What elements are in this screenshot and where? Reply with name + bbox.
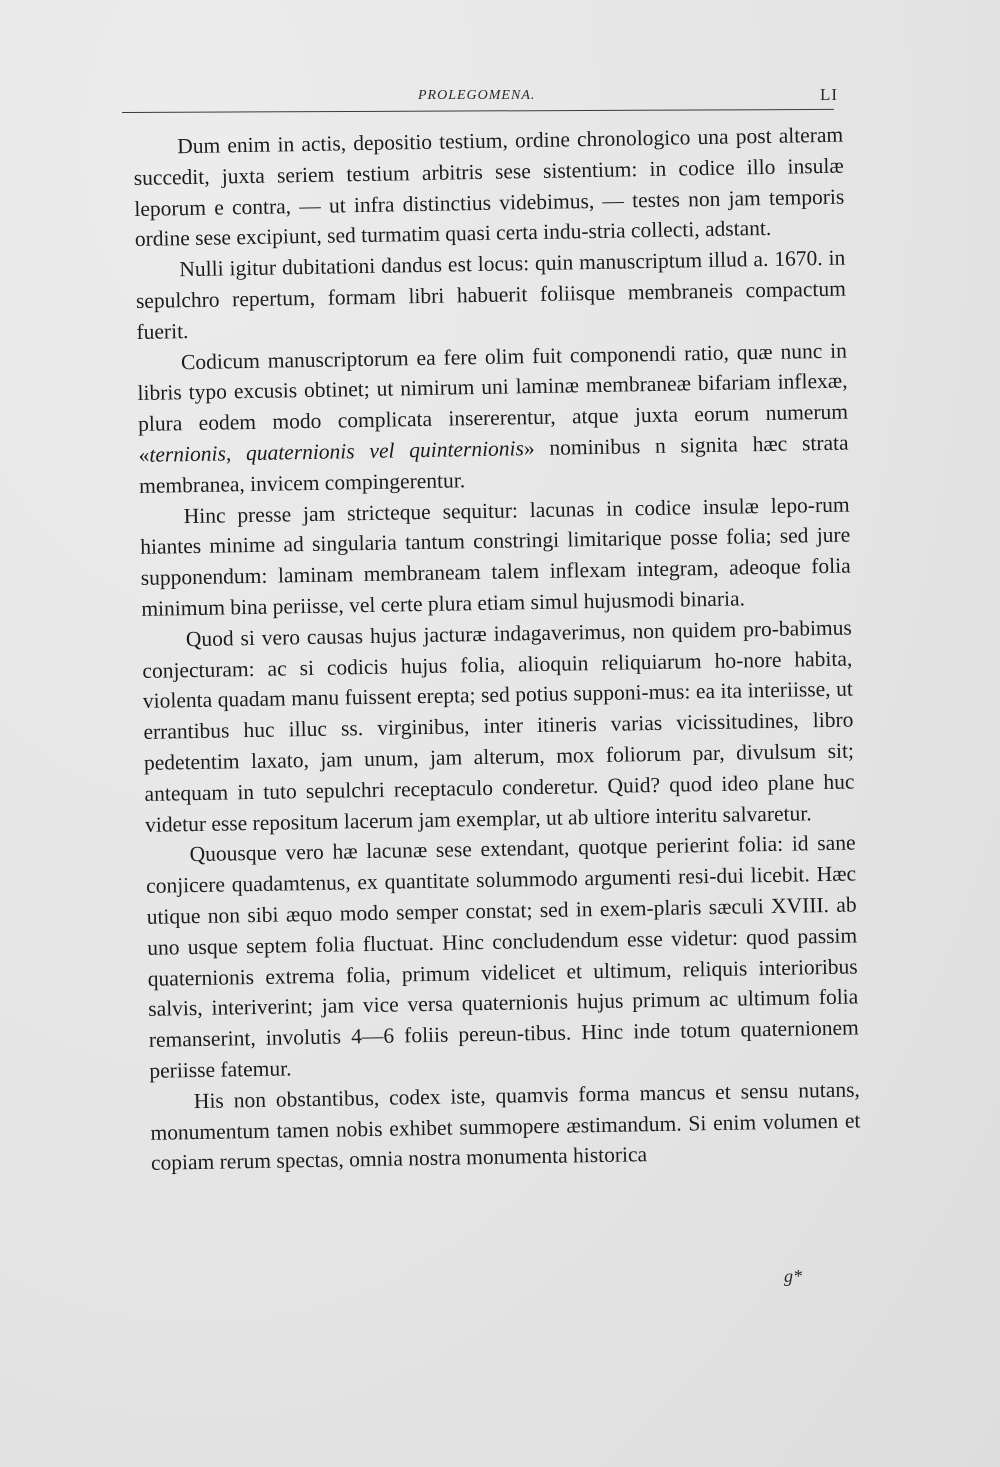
paragraph-3-text-before: Codicum manuscriptorum ea fere olim fuit componendi ratio, quæ nunc in libris typo excusis obtinet; ut nimirum uni laminæ membraneæ bifariam inflexæ, plura eodem modo complicata insererentur, atque juxta eorum numerum « bbox=[137, 338, 849, 467]
paragraph-1: Dum enim in actis, depositio testium, ordine chronologico una post alteram succedit, juxta seriem testium arbitris sese sistentium: in codice illo insulæ leporum e contra, — ut infra distinctius videbimus, — testes non jam temporis ordine sese excipiunt, sed turmatim quasi certa indu-stria collecti, adstant. bbox=[133, 122, 845, 252]
body-text bbox=[133, 120, 861, 1179]
signature-mark: g* bbox=[784, 1266, 802, 1286]
paragraph-3 bbox=[137, 335, 850, 501]
paragraph-2: Nulli igitur dubitationi dandus est locus: quin manuscriptum illud a. 1670. in sepulchro repertum, formam libri habuerit foliisque membraneis compactum fuerit. bbox=[135, 245, 847, 344]
paragraph-5: Quod si vero causas hujus jacturæ indagaverimus, non quidem pro-babimus conjecturam: ac si codicis hujus folia, alioquin reliquiarum ho-nore habita, violenta quadam manu fuissent erepta; sed potius supponi-mus: ea ita interiisse, ut errantibus huc illuc ss. virginibus, inter itineris varias vicissitudines, libro pedetentim laxato, jam unum, jam alterum, mox foliorum par, divulsum sit; antequam in tuto sepulchri receptaculo conderetur. Quid? quod ideo plane huc videtur esse repositum lacerum jam exemplar, ut ab ultiore interitu salvaretur. bbox=[142, 615, 855, 837]
page-number: LI bbox=[819, 85, 838, 104]
paragraph-4: Hinc presse jam stricteque sequitur: lacunas in codice insulæ lepo-rum hiantes minime ad singularia tantum constringi limitarique posse folia; sed jure supponendum: laminam membraneam talem inflexam integram, adeoque folia minimum bina periisse, vel certe plura etiam simul hujusmodi binaria. bbox=[140, 492, 851, 621]
running-title: PROLEGOMENA. bbox=[418, 88, 536, 103]
paragraph-6: Quousque vero hæ lacunæ sese extendant, quotque perierint folia: id sane conjicere quadamtenus, ex quantitate solummodo argumenti resi-dui licebit. Hæc utique non sibi æquo modo semper constat; sed in exem-plaris sæculi XVIII. ab uno usque septem folia fluctuat. Hinc concludendum esse videtur: quod passim quaternionis extrema folia, primum videlicet et ultimum, reliquis interioribus salvis, interiverint; jam vice versa quaternionis hujus primum ac ultimum folia remanserint, involutis 4—6 foliis pereun-tibus. Hinc inde totum quaternionem periisse fatemur. bbox=[145, 830, 859, 1083]
paragraph-3-italic-terms: ternionis, quaternionis vel quinternionis bbox=[149, 436, 525, 467]
running-head bbox=[122, 84, 838, 110]
paragraph-7: His non obstantibus, codex iste, quamvis forma mancus et sensu nutans, monumentum tamen nobis exhibet summopere æstimandum. Si enim volumen et copiam rerum spectas, omnia nostra monumenta historica bbox=[150, 1077, 861, 1176]
paragraph-3-text-after: » nominibus n signita hæc strata membranea, invicem compingerentur. bbox=[138, 430, 849, 498]
